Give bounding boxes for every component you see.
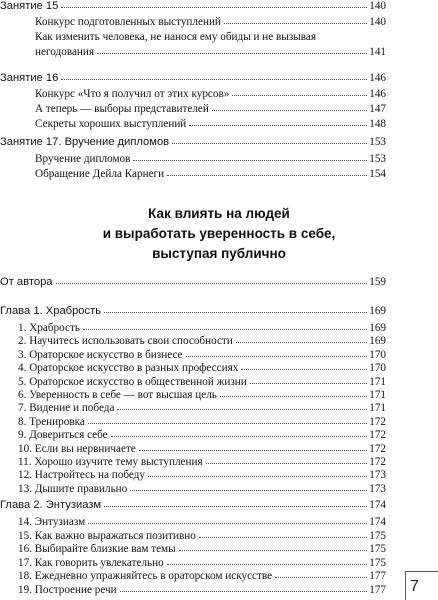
- toc-entry: [18, 530, 386, 543]
- toc-title: 10. Если вы нервничаете: [18, 442, 136, 455]
- leader-dots: [220, 395, 367, 397]
- toc-page-number: 154: [369, 168, 386, 180]
- toc-page-number: 146: [369, 72, 386, 84]
- toc-page-number: 146: [369, 88, 386, 100]
- toc-page-number: 140: [369, 16, 386, 28]
- leader-dots: [133, 159, 367, 161]
- section-title-line-3: выступая публично: [152, 246, 286, 261]
- leader-dots: [120, 590, 368, 592]
- leader-dots: [111, 435, 368, 437]
- leader-dots: [206, 462, 368, 464]
- toc-page-number: 177: [369, 584, 386, 596]
- leader-dots: [56, 282, 368, 284]
- leader-dots: [224, 22, 367, 24]
- toc-page-number: 170: [369, 348, 386, 361]
- toc-title: Занятие 17. Вручение дипломов: [0, 136, 170, 148]
- toc-title: Конкурс подготовленных выступлений: [35, 16, 221, 28]
- toc-entry-line1: Как изменить человека, не нанося ему обиды и не вызывая: [35, 31, 317, 43]
- toc-page-number: 175: [369, 529, 386, 542]
- toc-title: 6. Уверенность в себе — вот высшая цель: [18, 389, 217, 401]
- toc-title: 16. Выбирайте близкие вам темы: [18, 543, 176, 556]
- toc-entry: [18, 456, 386, 469]
- toc-page-number: 172: [369, 429, 386, 442]
- toc-entry: [35, 88, 386, 101]
- leader-dots: [61, 6, 367, 8]
- toc-page-number: 169: [369, 322, 386, 334]
- leader-dots: [61, 78, 367, 80]
- toc-page-number: 153: [369, 153, 386, 165]
- chapter-heading: [0, 499, 386, 512]
- toc-title: 17. Как говорить увлекательно: [18, 556, 164, 569]
- toc-heading: [0, 276, 386, 289]
- toc-entry: [18, 584, 386, 597]
- toc-title: Занятие 15: [0, 0, 59, 12]
- toc-title: Занятие 16: [0, 72, 59, 84]
- leader-dots: [179, 549, 368, 551]
- toc-title: 18. Ежедневно упражняйтесь в ораторском искусстве: [18, 570, 273, 583]
- toc-page-number: 172: [369, 442, 386, 455]
- toc-page-number: 172: [369, 415, 386, 428]
- chapter-heading: [0, 305, 386, 318]
- toc-entry: [18, 516, 386, 529]
- toc-page-number: 141: [369, 46, 386, 58]
- toc-title: 5. Ораторское искусство в общественной жизни: [18, 375, 247, 388]
- toc-title: 2. Научитесь использовать свои способности: [18, 335, 233, 348]
- toc-title: Конкурс «Что я получил от этих курсов»: [35, 88, 230, 100]
- toc-entry: [18, 402, 386, 415]
- toc-title: Обращение Дейла Карнеги: [35, 168, 165, 180]
- toc-title: негодования: [35, 46, 95, 58]
- leader-dots: [148, 475, 367, 477]
- toc-entry: [35, 118, 386, 131]
- toc-title: Глава 2. Энтузиазм: [0, 499, 102, 511]
- toc-title: А теперь — выборы представителей: [35, 103, 209, 115]
- toc-title: Вручение дипломов: [35, 153, 131, 165]
- toc-page-number: 175: [369, 543, 386, 556]
- toc-title: 13. Дышите правильно: [18, 482, 128, 495]
- leader-dots: [104, 311, 367, 313]
- leader-dots: [275, 576, 367, 578]
- toc-entry-line2: [35, 46, 386, 59]
- toc-entry: [18, 469, 386, 482]
- leader-dots: [167, 174, 367, 176]
- toc-page-number: 153: [369, 136, 386, 148]
- toc-page-number: 174: [369, 499, 386, 511]
- toc-page-number: 175: [369, 556, 386, 569]
- toc-heading: [0, 136, 386, 149]
- leader-dots: [232, 94, 367, 96]
- leader-dots: [97, 52, 367, 54]
- leader-dots: [139, 449, 367, 451]
- toc-entry: [35, 103, 386, 116]
- toc-heading: [0, 72, 386, 85]
- toc-page-number: 174: [369, 516, 386, 528]
- toc-entry: [18, 376, 386, 389]
- page-corner-rule-vertical: [405, 571, 406, 600]
- toc-page-number: 171: [369, 389, 386, 401]
- toc-title: 7. Видение и победа: [18, 402, 115, 415]
- section-title-line-1: Как влиять на людей: [148, 206, 290, 221]
- toc-page-number: 140: [369, 0, 386, 12]
- toc-entry: [18, 443, 386, 456]
- leader-dots: [236, 341, 367, 343]
- toc-title: От автора: [0, 276, 53, 288]
- toc-page-number: 148: [369, 118, 386, 130]
- leader-dots: [83, 328, 367, 330]
- toc-page-number: 171: [369, 402, 386, 415]
- leader-dots: [199, 536, 367, 538]
- leader-dots: [104, 505, 367, 507]
- toc-title: 1. Храбрость: [18, 322, 80, 334]
- toc-page-number: 169: [369, 335, 386, 348]
- leader-dots: [167, 563, 368, 565]
- toc-title: 12. Настройтесь на победу: [18, 469, 145, 482]
- toc-title: 19. Построение речи: [18, 584, 117, 596]
- toc-title: 9. Довериться себе: [18, 429, 108, 442]
- leader-dots: [117, 408, 367, 410]
- page-number: 7: [410, 578, 419, 595]
- toc-title: 15. Как важно выражаться позитивно: [18, 529, 196, 542]
- toc-page-number: 177: [369, 570, 386, 583]
- toc-entry: [18, 543, 386, 556]
- toc-page-number: 173: [369, 469, 386, 482]
- toc-entry: [18, 570, 386, 583]
- toc-entry: [18, 349, 386, 362]
- toc-entry: [18, 389, 386, 402]
- toc-entry: [18, 483, 386, 496]
- toc-title: 3. Ораторское искусство в бизнесе: [18, 348, 183, 361]
- toc-page-number: 147: [369, 103, 386, 115]
- toc-page-number: 173: [369, 482, 386, 495]
- toc-page-number: 169: [369, 305, 386, 317]
- toc-entry: [18, 335, 386, 348]
- toc-title: 11. Хорошо изучите тему выступления: [18, 456, 203, 468]
- toc-title: 8. Тренировка: [18, 415, 85, 428]
- leader-dots: [250, 382, 367, 384]
- toc-title: Глава 1. Храбрость: [0, 305, 102, 317]
- toc-page-number: 170: [369, 362, 386, 375]
- leader-dots: [172, 142, 367, 144]
- page-corner-rule: [405, 571, 438, 572]
- toc-entry: [18, 416, 386, 429]
- toc-title: 4. Ораторское искусство в разных профессиях: [18, 362, 239, 375]
- toc-page-number: 171: [369, 375, 386, 388]
- toc-heading: [0, 0, 386, 13]
- toc-entry: [35, 168, 386, 181]
- toc-entry: [35, 16, 386, 29]
- toc-entry: [18, 429, 386, 442]
- leader-dots: [88, 522, 367, 524]
- toc-entry: [18, 362, 386, 375]
- section-title-line-2: и выработать уверенность в себе,: [102, 226, 336, 241]
- leader-dots: [189, 124, 367, 126]
- toc-entry: [18, 557, 386, 570]
- toc-entry: [18, 322, 386, 335]
- leader-dots: [130, 489, 367, 491]
- toc-page-number: 159: [369, 276, 386, 288]
- toc-title: 14. Энтузиазм: [18, 516, 86, 528]
- leader-dots: [241, 368, 367, 370]
- toc-entry: [35, 153, 386, 166]
- leader-dots: [186, 355, 368, 357]
- leader-dots: [88, 422, 367, 424]
- toc-page-number: 172: [369, 456, 386, 468]
- toc-title: Секреты хороших выступлений: [35, 118, 187, 130]
- leader-dots: [212, 109, 367, 111]
